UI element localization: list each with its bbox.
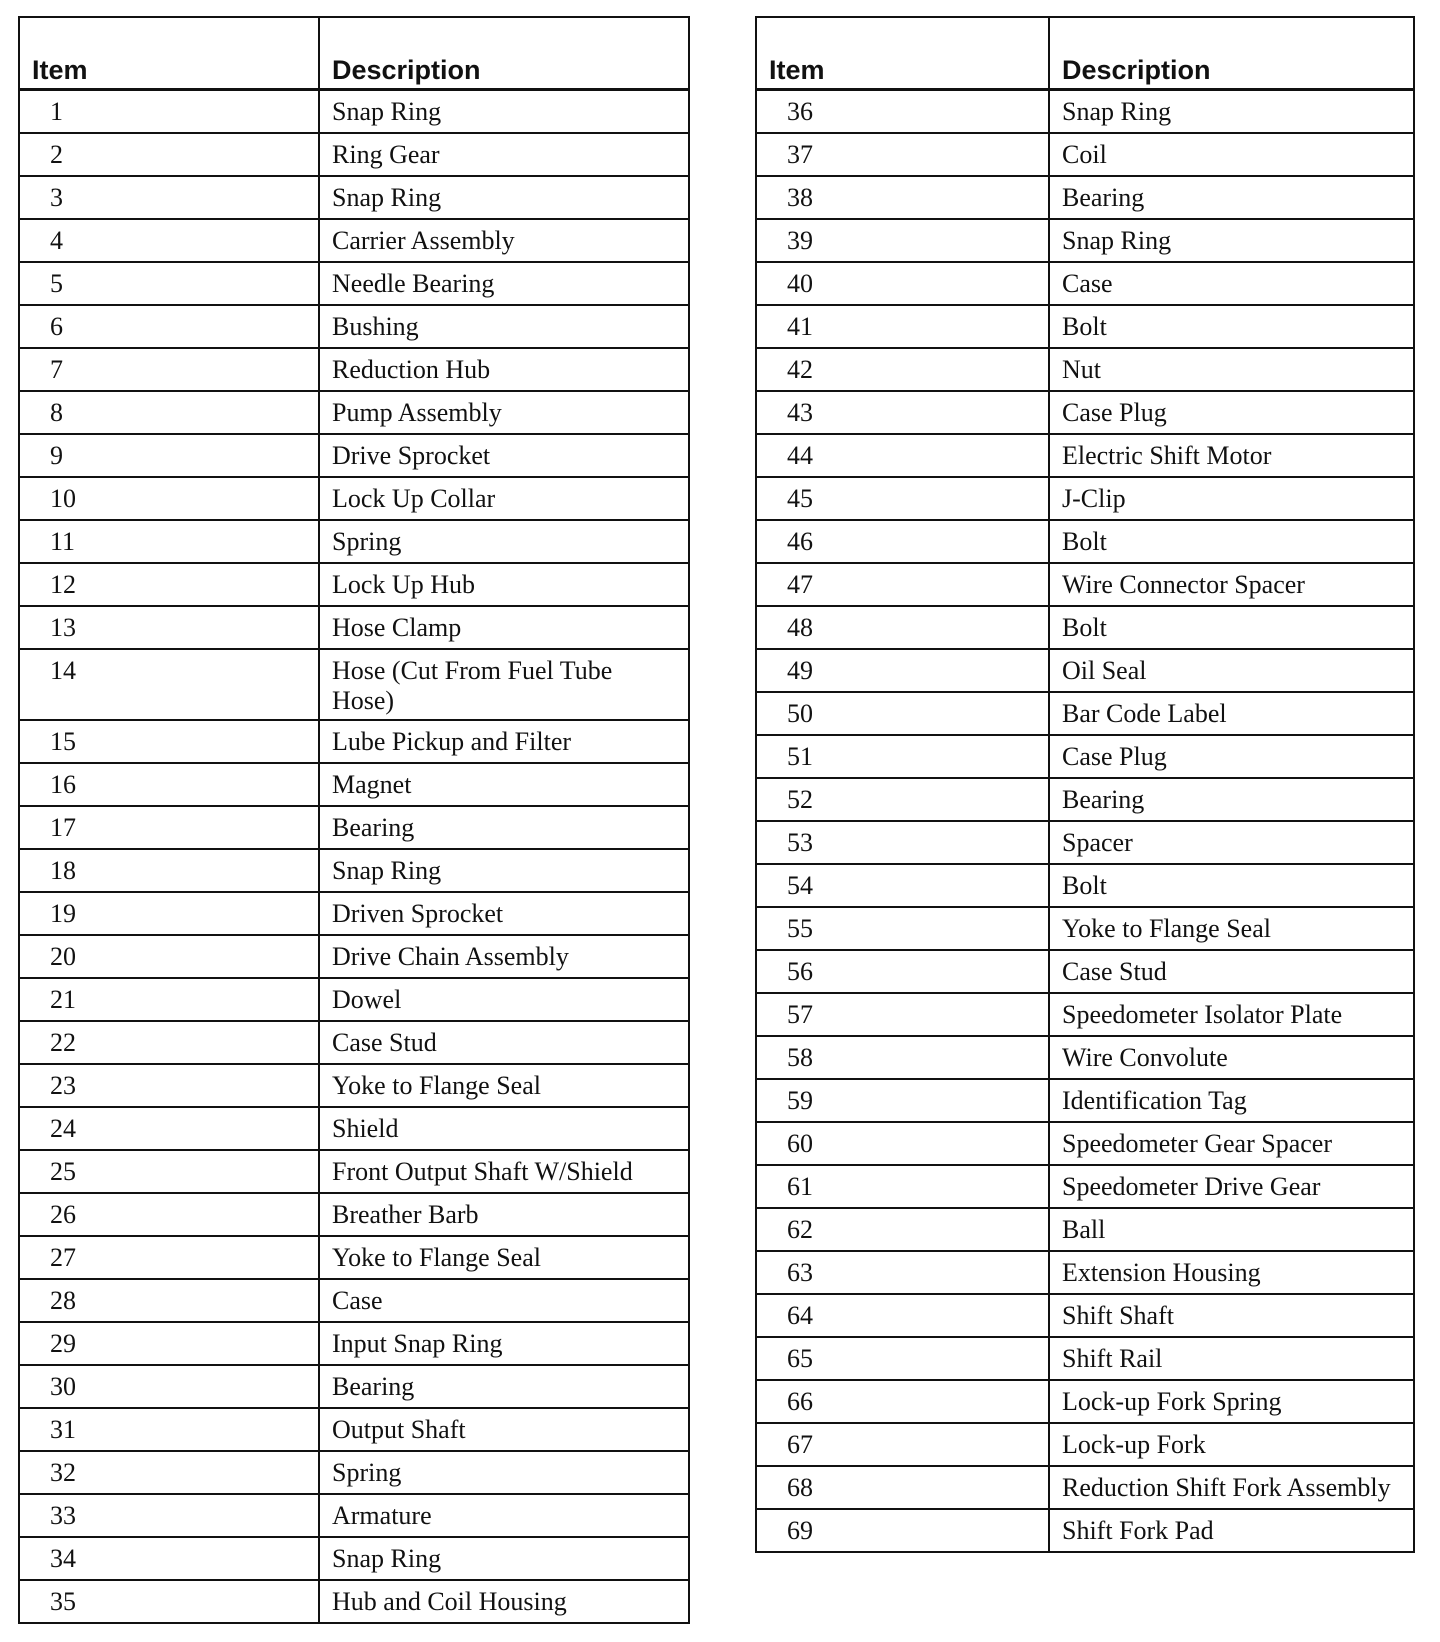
table-row	[19, 1451, 689, 1494]
table-row	[19, 434, 689, 477]
description-cell: Bearing	[1049, 778, 1414, 821]
table-row	[756, 133, 1414, 176]
item-number-cell: 54	[756, 864, 1049, 907]
item-number-cell: 3	[19, 176, 319, 219]
table-row	[19, 1279, 689, 1322]
table-row	[756, 606, 1414, 649]
description-cell: Bolt	[1049, 606, 1414, 649]
table-row	[756, 219, 1414, 262]
item-number-cell: 49	[756, 649, 1049, 692]
item-number-cell: 12	[19, 563, 319, 606]
table-row	[19, 1322, 689, 1365]
item-number-cell: 61	[756, 1165, 1049, 1208]
item-number-cell: 45	[756, 477, 1049, 520]
table-row	[756, 1509, 1414, 1552]
table-row	[756, 692, 1414, 735]
item-number-cell: 17	[19, 806, 319, 849]
item-column-header: Item	[19, 17, 319, 90]
description-cell: Spacer	[1049, 821, 1414, 864]
item-number-cell: 63	[756, 1251, 1049, 1294]
item-number-cell: 27	[19, 1236, 319, 1279]
description-column-header: Description	[1049, 17, 1414, 90]
table-row	[756, 1380, 1414, 1423]
table-row	[756, 1423, 1414, 1466]
description-cell: Snap Ring	[319, 90, 689, 134]
description-cell: Bearing	[1049, 176, 1414, 219]
description-cell: Snap Ring	[319, 1537, 689, 1580]
item-number-cell: 2	[19, 133, 319, 176]
table-row	[19, 133, 689, 176]
description-column-header: Description	[319, 17, 689, 90]
description-cell: Snap Ring	[1049, 219, 1414, 262]
item-number-cell: 67	[756, 1423, 1049, 1466]
table-row	[19, 348, 689, 391]
description-cell: Carrier Assembly	[319, 219, 689, 262]
description-cell: Drive Chain Assembly	[319, 935, 689, 978]
table-row	[19, 520, 689, 563]
item-number-cell: 35	[19, 1580, 319, 1623]
item-number-cell: 22	[19, 1021, 319, 1064]
description-cell: Wire Convolute	[1049, 1036, 1414, 1079]
description-cell: Lock Up Collar	[319, 477, 689, 520]
item-number-cell: 41	[756, 305, 1049, 348]
table-body	[756, 90, 1414, 1553]
table-row	[756, 993, 1414, 1036]
description-cell: Hose (Cut From Fuel Tube Hose)	[319, 649, 689, 720]
description-cell: Input Snap Ring	[319, 1322, 689, 1365]
table-row	[19, 935, 689, 978]
table-row	[19, 90, 689, 134]
table-row	[19, 305, 689, 348]
table-row	[19, 1236, 689, 1279]
table-row	[19, 1408, 689, 1451]
item-number-cell: 18	[19, 849, 319, 892]
item-number-cell: 16	[19, 763, 319, 806]
table-row	[19, 720, 689, 763]
description-cell: Shift Shaft	[1049, 1294, 1414, 1337]
description-cell: Shield	[319, 1107, 689, 1150]
description-cell: Yoke to Flange Seal	[1049, 907, 1414, 950]
item-number-cell: 30	[19, 1365, 319, 1408]
item-number-cell: 64	[756, 1294, 1049, 1337]
description-cell: Magnet	[319, 763, 689, 806]
description-cell: Case	[319, 1279, 689, 1322]
parts-table-right	[755, 16, 1415, 1553]
table-row	[19, 1580, 689, 1623]
table-row	[19, 219, 689, 262]
table-row	[19, 849, 689, 892]
table-row	[756, 1251, 1414, 1294]
description-cell: Identification Tag	[1049, 1079, 1414, 1122]
item-number-cell: 29	[19, 1322, 319, 1365]
item-number-cell: 60	[756, 1122, 1049, 1165]
item-number-cell: 4	[19, 219, 319, 262]
description-cell: Driven Sprocket	[319, 892, 689, 935]
item-number-cell: 21	[19, 978, 319, 1021]
item-number-cell: 62	[756, 1208, 1049, 1251]
item-number-cell: 56	[756, 950, 1049, 993]
table-row	[756, 434, 1414, 477]
description-cell: Hose Clamp	[319, 606, 689, 649]
description-cell: Lube Pickup and Filter	[319, 720, 689, 763]
item-number-cell: 58	[756, 1036, 1049, 1079]
item-number-cell: 55	[756, 907, 1049, 950]
item-number-cell: 40	[756, 262, 1049, 305]
item-number-cell: 20	[19, 935, 319, 978]
table-row	[756, 950, 1414, 993]
description-cell: Speedometer Gear Spacer	[1049, 1122, 1414, 1165]
table-row	[19, 176, 689, 219]
table-row	[19, 806, 689, 849]
table-row	[19, 1537, 689, 1580]
table-row	[19, 1064, 689, 1107]
description-cell: Armature	[319, 1494, 689, 1537]
description-cell: Ball	[1049, 1208, 1414, 1251]
description-cell: Ring Gear	[319, 133, 689, 176]
item-number-cell: 23	[19, 1064, 319, 1107]
item-number-cell: 13	[19, 606, 319, 649]
description-cell: Oil Seal	[1049, 649, 1414, 692]
item-number-cell: 44	[756, 434, 1049, 477]
item-number-cell: 51	[756, 735, 1049, 778]
item-number-cell: 31	[19, 1408, 319, 1451]
item-number-cell: 5	[19, 262, 319, 305]
description-cell: Yoke to Flange Seal	[319, 1236, 689, 1279]
description-cell: Spring	[319, 520, 689, 563]
table-row	[756, 864, 1414, 907]
table-row	[19, 391, 689, 434]
item-number-cell: 32	[19, 1451, 319, 1494]
table-row	[756, 778, 1414, 821]
description-cell: Bushing	[319, 305, 689, 348]
item-number-cell: 57	[756, 993, 1049, 1036]
item-number-cell: 7	[19, 348, 319, 391]
table-row	[756, 1337, 1414, 1380]
table-row	[19, 1193, 689, 1236]
description-cell: Lock Up Hub	[319, 563, 689, 606]
table-row	[19, 477, 689, 520]
table-row	[756, 735, 1414, 778]
description-cell: Bearing	[319, 1365, 689, 1408]
item-number-cell: 59	[756, 1079, 1049, 1122]
item-number-cell: 1	[19, 90, 319, 134]
table-row	[756, 1165, 1414, 1208]
item-number-cell: 52	[756, 778, 1049, 821]
description-cell: Snap Ring	[319, 849, 689, 892]
item-number-cell: 36	[756, 90, 1049, 134]
item-number-cell: 33	[19, 1494, 319, 1537]
item-number-cell: 28	[19, 1279, 319, 1322]
description-cell: Front Output Shaft W/Shield	[319, 1150, 689, 1193]
table-row	[756, 1079, 1414, 1122]
description-cell: Case Stud	[319, 1021, 689, 1064]
description-cell: Case	[1049, 262, 1414, 305]
item-number-cell: 50	[756, 692, 1049, 735]
item-number-cell: 46	[756, 520, 1049, 563]
description-cell: Electric Shift Motor	[1049, 434, 1414, 477]
item-number-cell: 24	[19, 1107, 319, 1150]
description-cell: Bolt	[1049, 305, 1414, 348]
description-cell: Drive Sprocket	[319, 434, 689, 477]
description-cell: Reduction Shift Fork Assembly	[1049, 1466, 1414, 1509]
table-row	[19, 892, 689, 935]
description-cell: Reduction Hub	[319, 348, 689, 391]
description-cell: J-Clip	[1049, 477, 1414, 520]
table-row	[19, 262, 689, 305]
table-row	[756, 391, 1414, 434]
description-cell: Bolt	[1049, 520, 1414, 563]
table-row	[19, 763, 689, 806]
description-cell: Bolt	[1049, 864, 1414, 907]
item-number-cell: 43	[756, 391, 1049, 434]
item-number-cell: 8	[19, 391, 319, 434]
item-number-cell: 9	[19, 434, 319, 477]
item-number-cell: 66	[756, 1380, 1049, 1423]
description-cell: Case Plug	[1049, 391, 1414, 434]
item-number-cell: 38	[756, 176, 1049, 219]
item-number-cell: 6	[19, 305, 319, 348]
item-number-cell: 25	[19, 1150, 319, 1193]
description-cell: Case Stud	[1049, 950, 1414, 993]
table-row	[756, 649, 1414, 692]
description-cell: Case Plug	[1049, 735, 1414, 778]
parts-table-left	[18, 16, 690, 1624]
description-cell: Speedometer Isolator Plate	[1049, 993, 1414, 1036]
header-row	[756, 17, 1414, 90]
table-row	[756, 1122, 1414, 1165]
table-row	[756, 563, 1414, 606]
table-row	[19, 1021, 689, 1064]
description-cell: Extension Housing	[1049, 1251, 1414, 1294]
table-row	[756, 305, 1414, 348]
table-row	[19, 1150, 689, 1193]
description-cell: Speedometer Drive Gear	[1049, 1165, 1414, 1208]
table-row	[756, 262, 1414, 305]
description-cell: Snap Ring	[319, 176, 689, 219]
item-column-header: Item	[756, 17, 1049, 90]
table-row	[756, 348, 1414, 391]
item-number-cell: 26	[19, 1193, 319, 1236]
description-cell: Hub and Coil Housing	[319, 1580, 689, 1623]
item-number-cell: 48	[756, 606, 1049, 649]
description-cell: Output Shaft	[319, 1408, 689, 1451]
table-row	[756, 520, 1414, 563]
description-cell: Snap Ring	[1049, 90, 1414, 134]
table-row	[19, 1494, 689, 1537]
description-cell: Needle Bearing	[319, 262, 689, 305]
description-cell: Bearing	[319, 806, 689, 849]
item-number-cell: 14	[19, 649, 319, 720]
description-cell: Spring	[319, 1451, 689, 1494]
header-row	[19, 17, 689, 90]
table-row	[756, 1294, 1414, 1337]
description-cell: Lock-up Fork Spring	[1049, 1380, 1414, 1423]
table-row	[19, 563, 689, 606]
table-body	[19, 90, 689, 1624]
description-cell: Lock-up Fork	[1049, 1423, 1414, 1466]
description-cell: Coil	[1049, 133, 1414, 176]
item-number-cell: 34	[19, 1537, 319, 1580]
item-number-cell: 15	[19, 720, 319, 763]
table-row	[19, 978, 689, 1021]
table-row	[19, 649, 689, 720]
item-number-cell: 19	[19, 892, 319, 935]
table-row	[756, 477, 1414, 520]
description-cell: Yoke to Flange Seal	[319, 1064, 689, 1107]
table-row	[756, 176, 1414, 219]
table-row	[19, 1365, 689, 1408]
description-cell: Dowel	[319, 978, 689, 1021]
description-cell: Shift Rail	[1049, 1337, 1414, 1380]
description-cell: Pump Assembly	[319, 391, 689, 434]
item-number-cell: 39	[756, 219, 1049, 262]
item-number-cell: 11	[19, 520, 319, 563]
table-row	[756, 907, 1414, 950]
item-number-cell: 65	[756, 1337, 1049, 1380]
table-row	[756, 821, 1414, 864]
item-number-cell: 68	[756, 1466, 1049, 1509]
table-row	[756, 1036, 1414, 1079]
table-row	[756, 1208, 1414, 1251]
item-number-cell: 10	[19, 477, 319, 520]
item-number-cell: 37	[756, 133, 1049, 176]
item-number-cell: 42	[756, 348, 1049, 391]
description-cell: Bar Code Label	[1049, 692, 1414, 735]
table-row	[19, 606, 689, 649]
description-cell: Shift Fork Pad	[1049, 1509, 1414, 1552]
table-row	[19, 1107, 689, 1150]
item-number-cell: 69	[756, 1509, 1049, 1552]
description-cell: Nut	[1049, 348, 1414, 391]
table-row	[756, 1466, 1414, 1509]
description-cell: Breather Barb	[319, 1193, 689, 1236]
item-number-cell: 47	[756, 563, 1049, 606]
table-row	[756, 90, 1414, 134]
item-number-cell: 53	[756, 821, 1049, 864]
description-cell: Wire Connector Spacer	[1049, 563, 1414, 606]
